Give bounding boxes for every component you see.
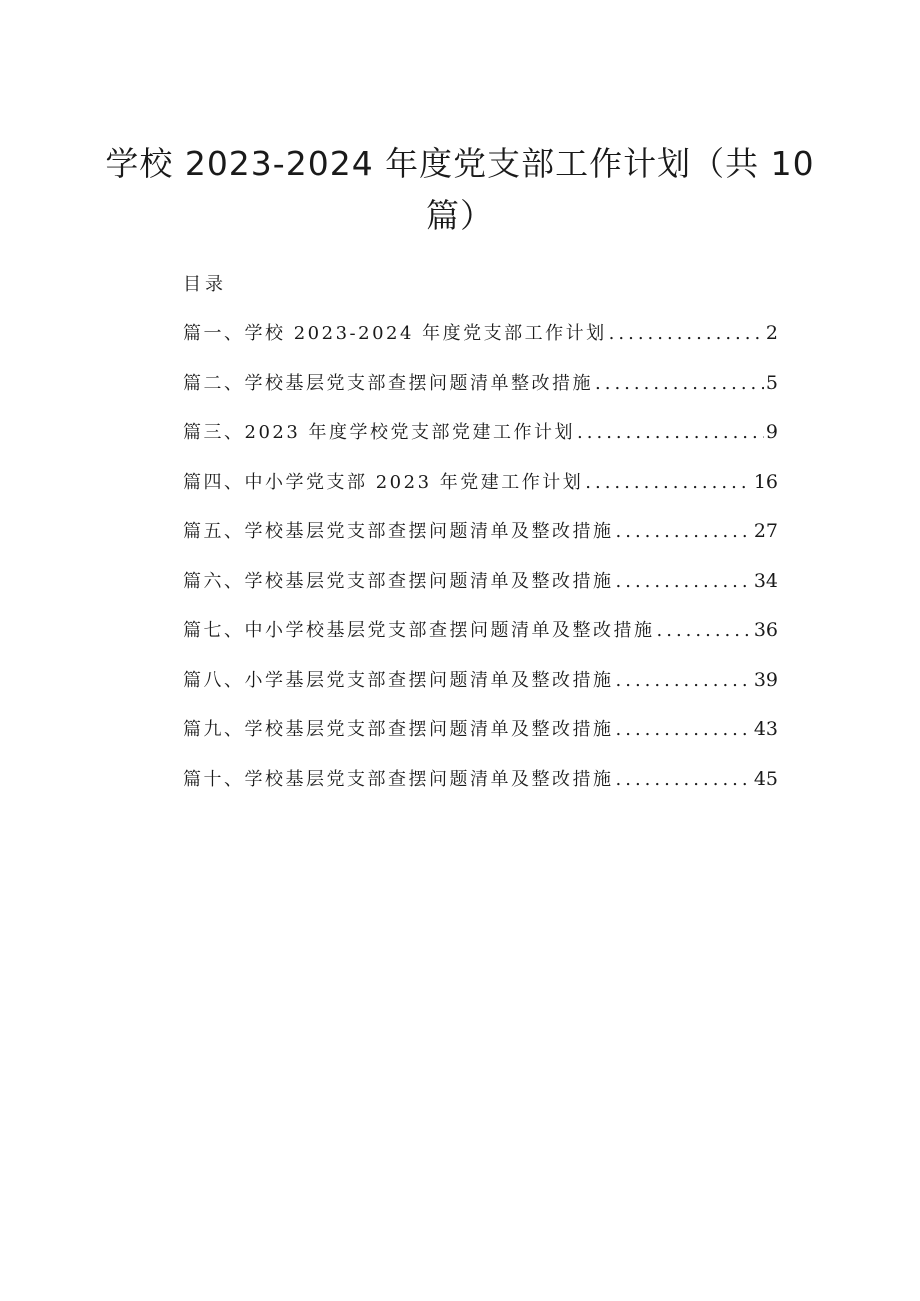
- toc-entry[interactable]: [183, 366, 778, 416]
- toc-entry[interactable]: [183, 564, 778, 614]
- toc-entry-label: 篇九、学校基层党支部查摆问题清单及整改措施: [183, 719, 614, 740]
- toc-leader-dots: [616, 664, 752, 698]
- toc-entry-label: 篇六、学校基层党支部查摆问题清单及整改措施: [183, 570, 614, 592]
- toc-leader-dots: [657, 614, 752, 648]
- toc-entry-label: 篇七、中小学校基层党支部查摆问题清单及整改措施: [183, 620, 655, 641]
- toc-entry-page: 16: [753, 470, 778, 493]
- toc-entry-label: 篇十、学校基层党支部查摆问题清单及整改措施: [183, 768, 614, 790]
- toc-entry-label: 篇二、学校基层党支部查摆问题清单整改措施: [183, 372, 593, 394]
- toc-entry-page: 45: [753, 767, 778, 790]
- toc-entry-label: 篇四、中小学党支部 2023 年党建工作计划: [183, 471, 584, 493]
- toc-entry[interactable]: [183, 663, 778, 713]
- toc-leader-dots: [616, 515, 752, 549]
- toc-entry[interactable]: [183, 762, 778, 812]
- toc-entry-page: 9: [765, 421, 778, 443]
- toc-entry[interactable]: [183, 514, 778, 564]
- toc-entry-page: 36: [753, 619, 778, 641]
- toc-leader-dots: [616, 763, 752, 797]
- document-title: [100, 138, 820, 242]
- toc-entry-label: 篇五、学校基层党支部查摆问题清单及整改措施: [183, 521, 614, 542]
- toc-leader-dots: [577, 416, 764, 450]
- toc-entry-page: 27: [753, 520, 778, 542]
- toc-entry-page: 43: [753, 718, 778, 740]
- toc-heading: 目录: [183, 274, 227, 295]
- toc-leader-dots: [585, 466, 752, 500]
- toc-entry[interactable]: [183, 613, 778, 663]
- table-of-contents: [183, 316, 778, 811]
- document-title-line-2: 篇）: [426, 196, 494, 235]
- toc-entry[interactable]: [183, 415, 778, 465]
- toc-entry-label: 篇三、2023 年度学校党支部党建工作计划: [183, 422, 576, 443]
- toc-entry-page: 39: [753, 668, 778, 691]
- toc-entry-page: 2: [765, 322, 778, 344]
- toc-entry-label: 篇八、小学基层党支部查摆问题清单及整改措施: [183, 669, 614, 691]
- toc-leader-dots: [616, 565, 752, 599]
- toc-entry-page: 34: [753, 569, 778, 592]
- toc-entry[interactable]: [183, 316, 778, 366]
- toc-entry-label: 篇一、学校 2023-2024 年度党支部工作计划: [183, 323, 607, 344]
- toc-entry[interactable]: [183, 712, 778, 762]
- toc-entry[interactable]: [183, 465, 778, 515]
- toc-leader-dots: [595, 367, 764, 401]
- toc-leader-dots: [609, 317, 764, 351]
- toc-leader-dots: [616, 713, 752, 747]
- document-title-line-1: 学校 2023-2024 年度党支部工作计划（共 10: [105, 144, 815, 183]
- toc-entry-page: 5: [765, 371, 778, 394]
